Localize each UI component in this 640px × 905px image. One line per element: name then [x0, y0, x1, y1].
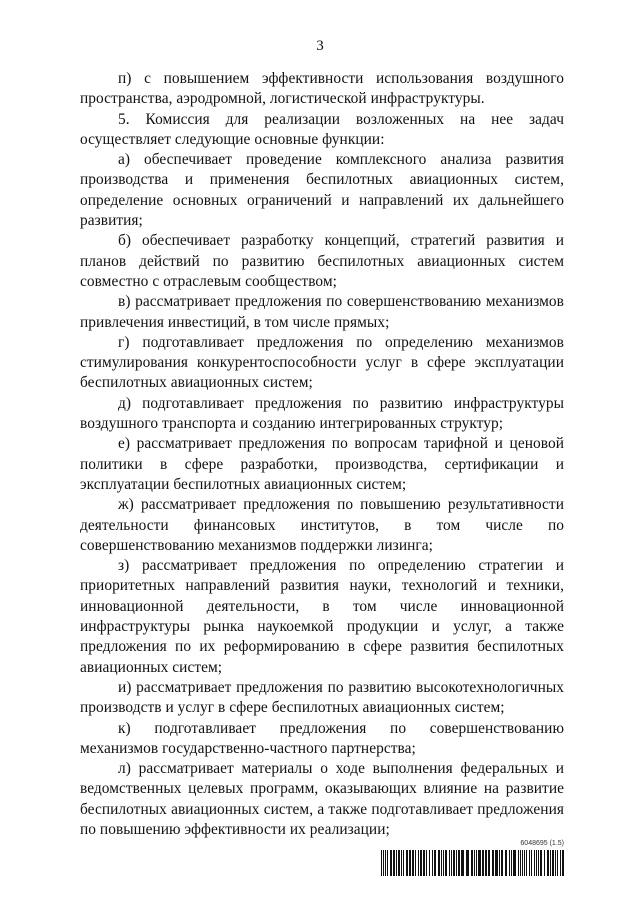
barcode-icon	[381, 850, 564, 876]
paragraph-p: п) с повышением эффективности использования воздушного пространства, аэродромной, логистической инфраструктуры.	[80, 70, 564, 108]
paragraph-g: г) подготавливает предложения по определению механизмов стимулирования конкурентоспособности услуг в сфере эксплуатации беспилотных авиационных систем;	[80, 333, 564, 392]
paragraph-5: 5. Комиссия для реализации возложенных на нее задач осуществляет следующие основные функции:	[80, 110, 564, 148]
paragraph-z: з) рассматривает предложения по определению стратегии и приоритетных направлений развития науки, технологий и техники, инновационной деятельности, в том числе инновационной инфраструктуры рынка наукоемкой продукции и услуг, а также предложения по их реформированию в сфере развития беспилотных авиационных систем;	[80, 557, 564, 676]
document-body	[80, 69, 564, 840]
paragraph-b: б) обеспечивает разработку концепций, стратегий развития и планов действий по развитию беспилотных авиационных систем совместно с отраслевым сообществом;	[80, 232, 564, 290]
paragraph-k: к) подготавливает предложения по совершенствованию механизмов государственно-частного партнерства;	[80, 719, 564, 757]
paragraph-e: е) рассматривает предложения по вопросам тарифной и ценовой политики в сфере разработки, производства, сертификации и эксплуатации беспилотных авиационных систем;	[80, 435, 564, 493]
paragraph-v: в) рассматривает предложения по совершенствованию механизмов привлечения инвестиций, в том числе прямых;	[80, 293, 564, 331]
barcode-id: 6048695 (1.5)	[520, 840, 564, 847]
paragraph-i: и) рассматривает предложения по развитию высокотехнологичных производств и услуг в сфере беспилотных авиационных систем;	[80, 678, 564, 717]
paragraph-d: д) подготавливает предложения по развитию инфраструктуры воздушного транспорта и созданию интегрированных структур;	[80, 394, 564, 433]
barcode-block	[381, 840, 564, 876]
paragraph-a: а) обеспечивает проведение комплексного анализа развития производства и применения беспилотных авиационных систем, определение основных ограничений и направлений их дальнейшего развития;	[80, 151, 564, 230]
page-number: 3	[316, 38, 324, 54]
paragraph-l: л) рассматривает материалы о ходе выполнения федеральных и ведомственных целевых программ, оказывающих влияние на развитие беспилотных авиационных систем, а также подготавливает предложения по повышению эффективности их реализации;	[80, 760, 564, 838]
paragraph-zh: ж) рассматривает предложения по повышению результативности деятельности финансовых институтов, в том числе по совершенствованию механизмов поддержки лизинга;	[80, 496, 564, 554]
